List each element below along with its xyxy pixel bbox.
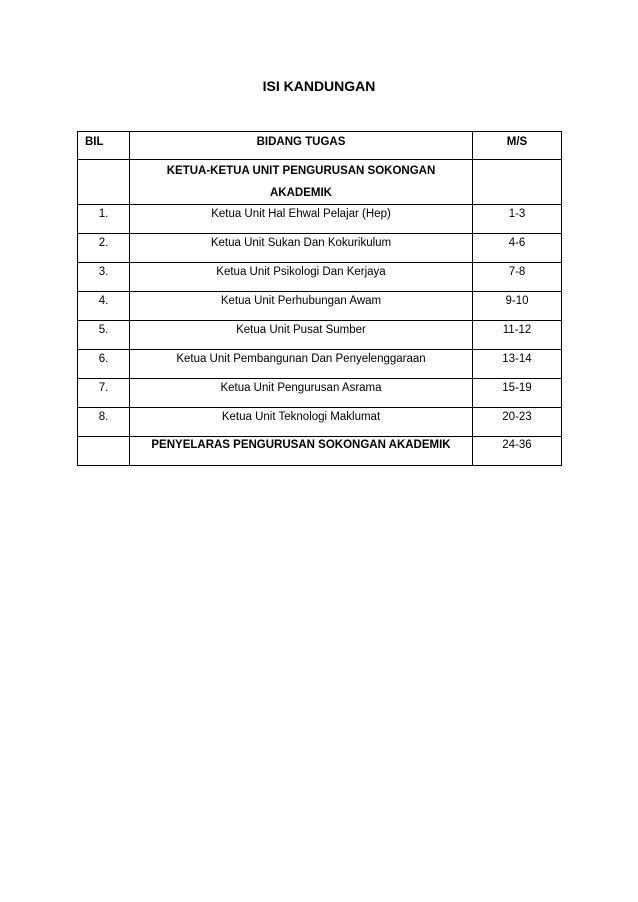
row-bidang-tugas: Ketua Unit Psikologi Dan Kerjaya [130, 263, 473, 292]
table-row [78, 350, 562, 379]
row-ms: 1-3 [473, 205, 562, 234]
row-ms: 7-8 [473, 263, 562, 292]
table-row [78, 292, 562, 321]
section-ms-cell [473, 160, 562, 205]
section-2-ms: 24-36 [473, 437, 562, 466]
section-heading-row [78, 160, 562, 205]
table-row [78, 321, 562, 350]
header-bil: BIL [78, 132, 130, 160]
table-row [78, 379, 562, 408]
row-bil: 7. [78, 379, 130, 408]
page-title: ISI KANDUNGAN [262, 78, 376, 94]
row-bil: 4. [78, 292, 130, 321]
row-bidang-tugas: Ketua Unit Sukan Dan Kokurikulum [130, 234, 473, 263]
table-row [78, 234, 562, 263]
section-heading-line-1: KETUA-KETUA UNIT PENGURUSAN SOKONGAN [166, 165, 436, 177]
section-bil-cell [78, 160, 130, 205]
section-2-row [78, 437, 562, 466]
section-heading-cell [130, 160, 473, 205]
row-bidang-tugas: Ketua Unit Teknologi Maklumat [130, 408, 473, 437]
row-ms: 13-14 [473, 350, 562, 379]
table-row [78, 205, 562, 234]
row-ms: 20-23 [473, 408, 562, 437]
section-2-bil-cell [78, 437, 130, 466]
section-2-heading-cell [130, 437, 473, 466]
header-ms: M/S [473, 132, 562, 160]
row-bil: 5. [78, 321, 130, 350]
row-bil: 3. [78, 263, 130, 292]
table-row [78, 263, 562, 292]
row-bidang-tugas: Ketua Unit Pengurusan Asrama [130, 379, 473, 408]
row-bidang-tugas: Ketua Unit Perhubungan Awam [130, 292, 473, 321]
row-bidang-tugas: Ketua Unit Pusat Sumber [130, 321, 473, 350]
table-row [78, 408, 562, 437]
section-heading-line-2: AKADEMIK [270, 187, 332, 199]
row-ms: 4-6 [473, 234, 562, 263]
row-bil: 8. [78, 408, 130, 437]
row-ms: 9-10 [473, 292, 562, 321]
row-ms: 11-12 [473, 321, 562, 350]
table-of-contents [77, 131, 562, 466]
section-2-heading: PENYELARAS PENGURUSAN SOKONGAN AKADEMIK [151, 439, 451, 451]
header-row [78, 132, 562, 160]
header-bidang-tugas: BIDANG TUGAS [130, 132, 473, 160]
row-bidang-tugas: Ketua Unit Pembangunan Dan Penyelenggaraan [130, 350, 473, 379]
row-bidang-tugas: Ketua Unit Hal Ehwal Pelajar (Hep) [130, 205, 473, 234]
row-bil: 2. [78, 234, 130, 263]
row-bil: 6. [78, 350, 130, 379]
row-ms: 15-19 [473, 379, 562, 408]
row-bil: 1. [78, 205, 130, 234]
